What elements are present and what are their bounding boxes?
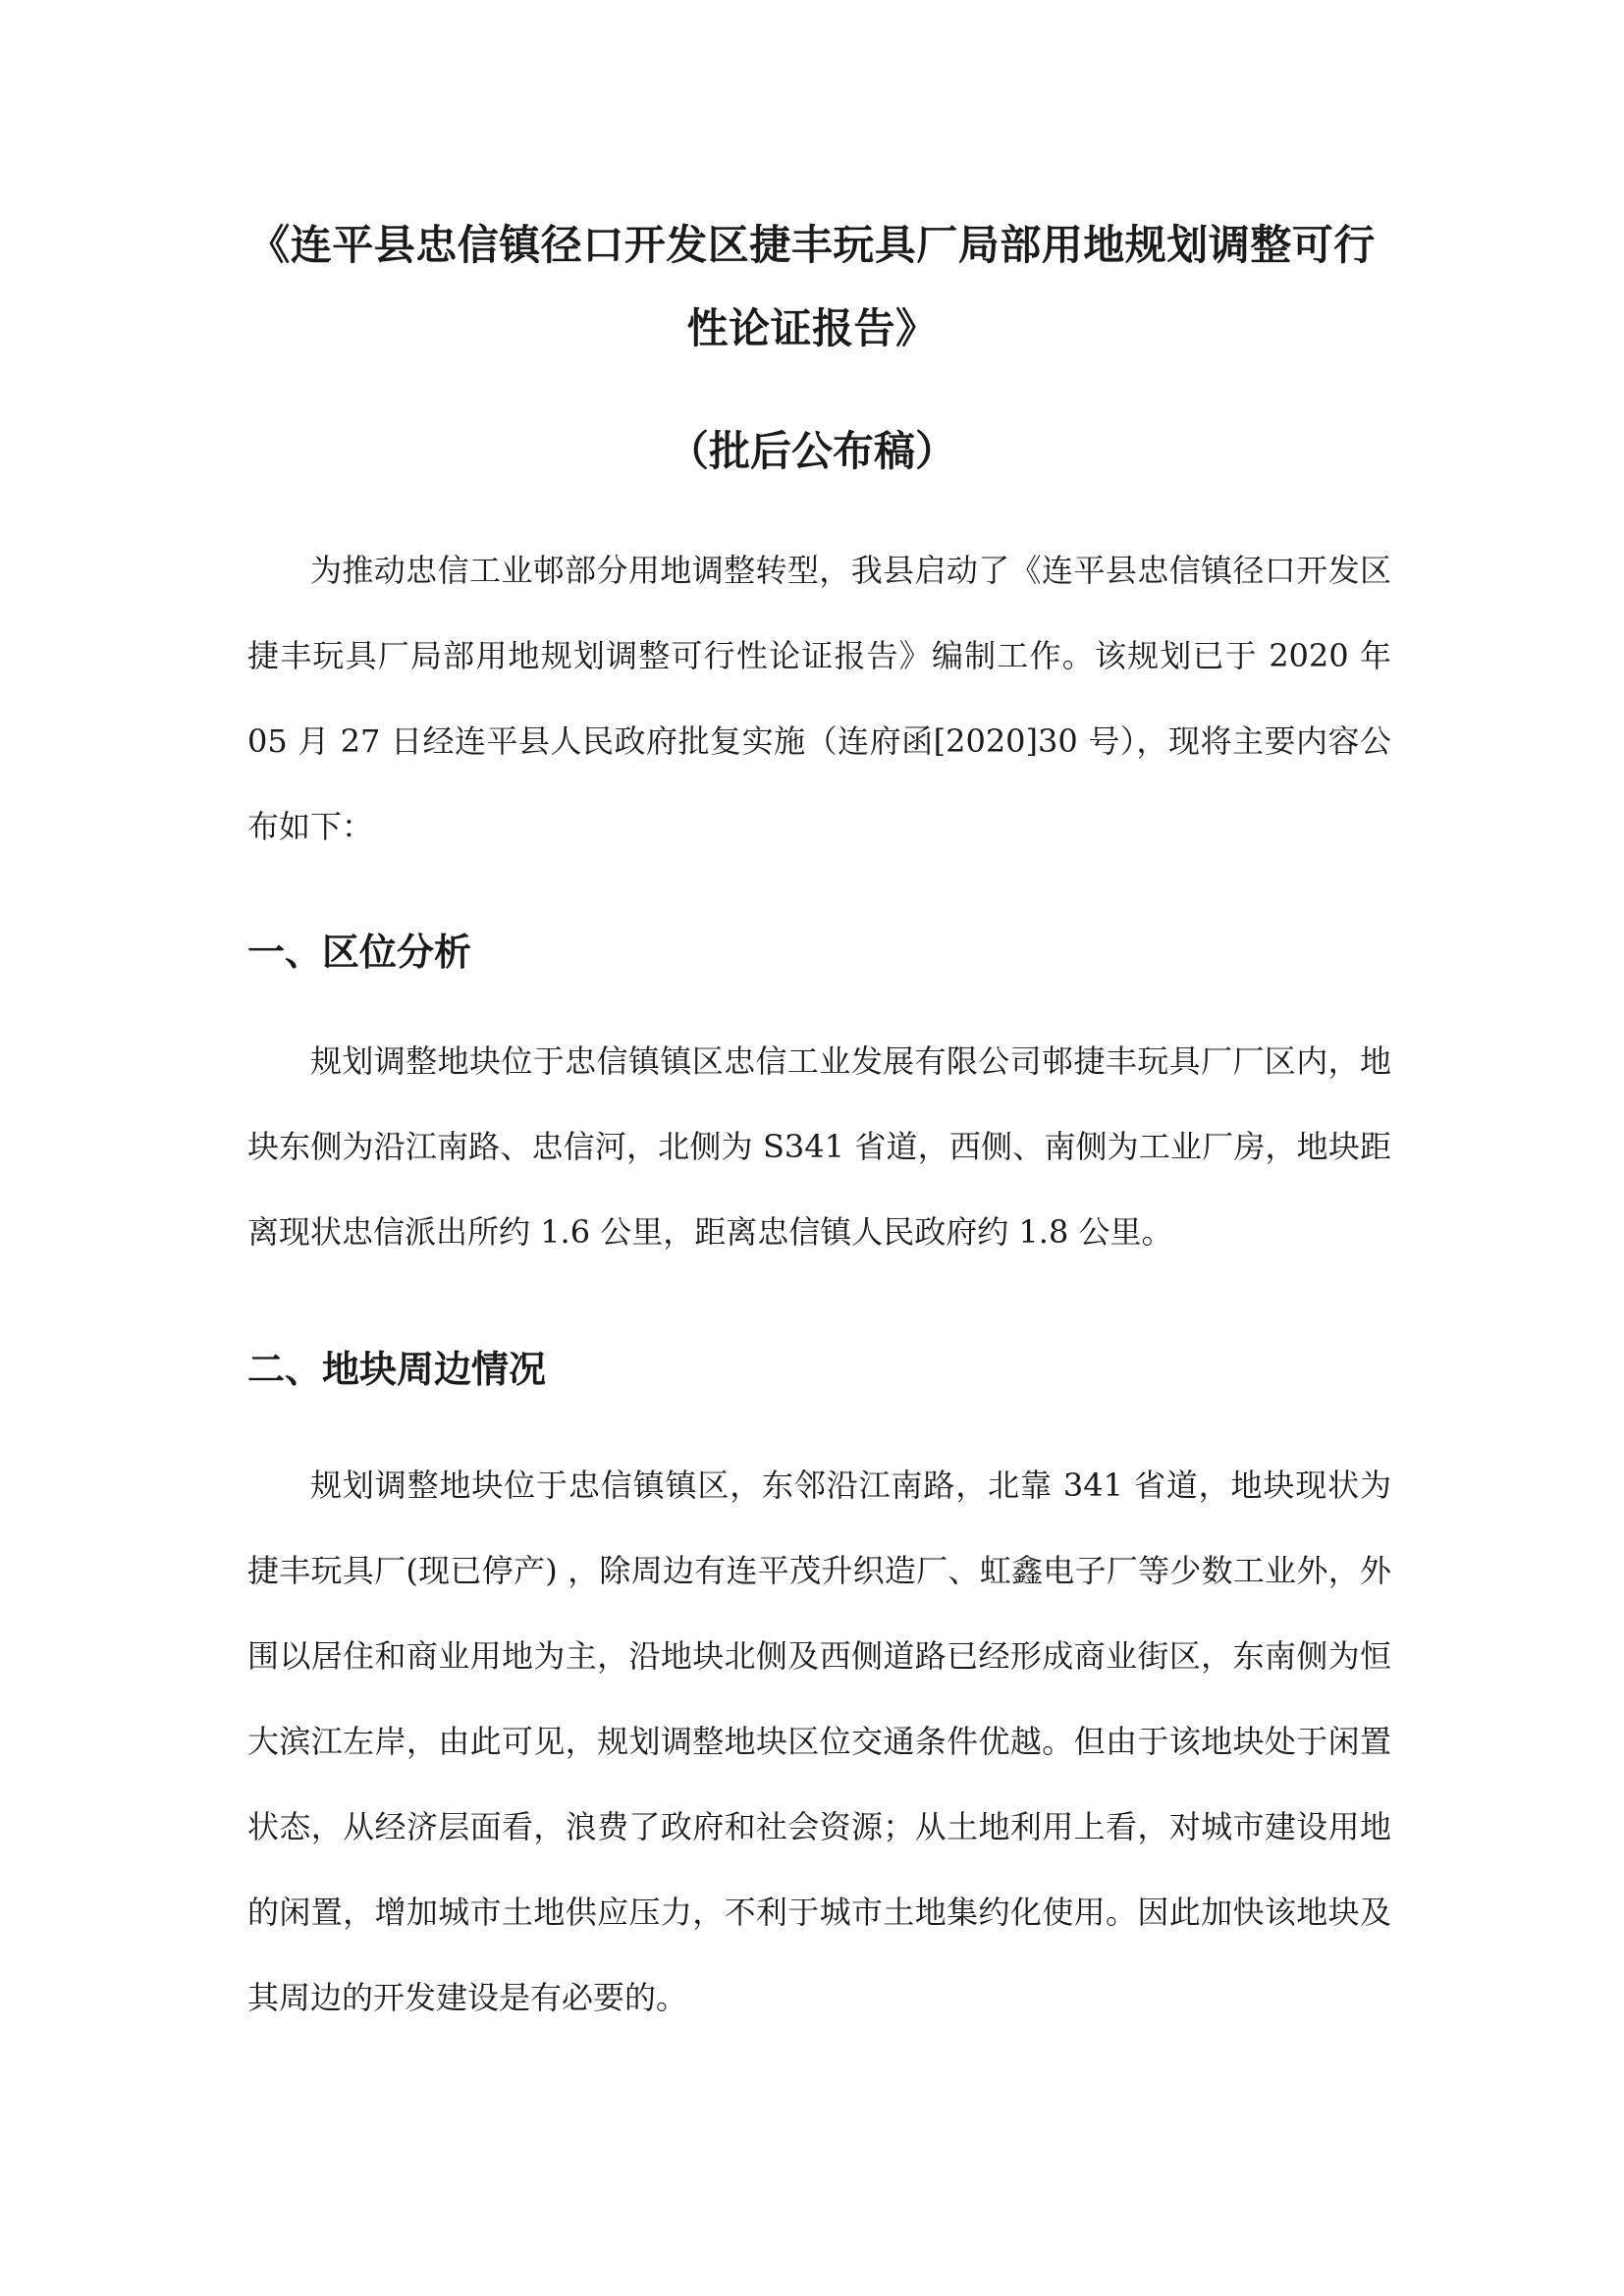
- document-title-line-2: 性论证报告》: [686, 304, 938, 352]
- section-paragraph-location: 规划调整地块位于忠信镇镇区忠信工业发展有限公司邨捷丰玩具厂厂区内，地块东侧为沿江南路、忠信河，北侧为 S341 省道，西侧、南侧为工业厂房，地块距离现状忠信派出所约 1.6 公里，距离忠信镇人民政府约 1.8 公里。: [247, 1042, 1391, 1251]
- section-heading-surroundings: 二、地块周边情况: [247, 1348, 547, 1391]
- intro-paragraph: 为推动忠信工业邨部分用地调整转型，我县启动了《连平县忠信镇径口开发区捷丰玩具厂局部用地规划调整可行性论证报告》编制工作。该规划已于 2020 年 05 月 27 日经连平县人民政府批复实施（连府函[2020]30 号），现将主要内容公布如下：: [247, 552, 1391, 845]
- document-title-line-1: 《连平县忠信镇径口开发区捷丰玩具厂局部用地规划调整可行: [248, 221, 1376, 269]
- document-subtitle: （批后公布稿）: [667, 427, 956, 475]
- section-paragraph-surroundings: 规划调整地块位于忠信镇镇区，东邻沿江南路，北靠 341 省道，地块现状为捷丰玩具厂(现已停产) ，除周边有连平茂升织造厂、虹鑫电子厂等少数工业外，外围以居住和商业用地为主，沿地块北侧及西侧道路已经形成商业街区，东南侧为恒大滨江左岸，由此可见，规划调整地块区位交通条件优越。但由于该地块处于闲置状态，从经济层面看，浪费了政府和社会资源；从土地利用上看，对城市建设用地的闲置，增加城市土地供应压力，不利于城市土地集约化使用。因此加快该地块及其周边的开发建设是有必要的。: [247, 1467, 1391, 2016]
- section-heading-location: 一、区位分析: [247, 931, 472, 974]
